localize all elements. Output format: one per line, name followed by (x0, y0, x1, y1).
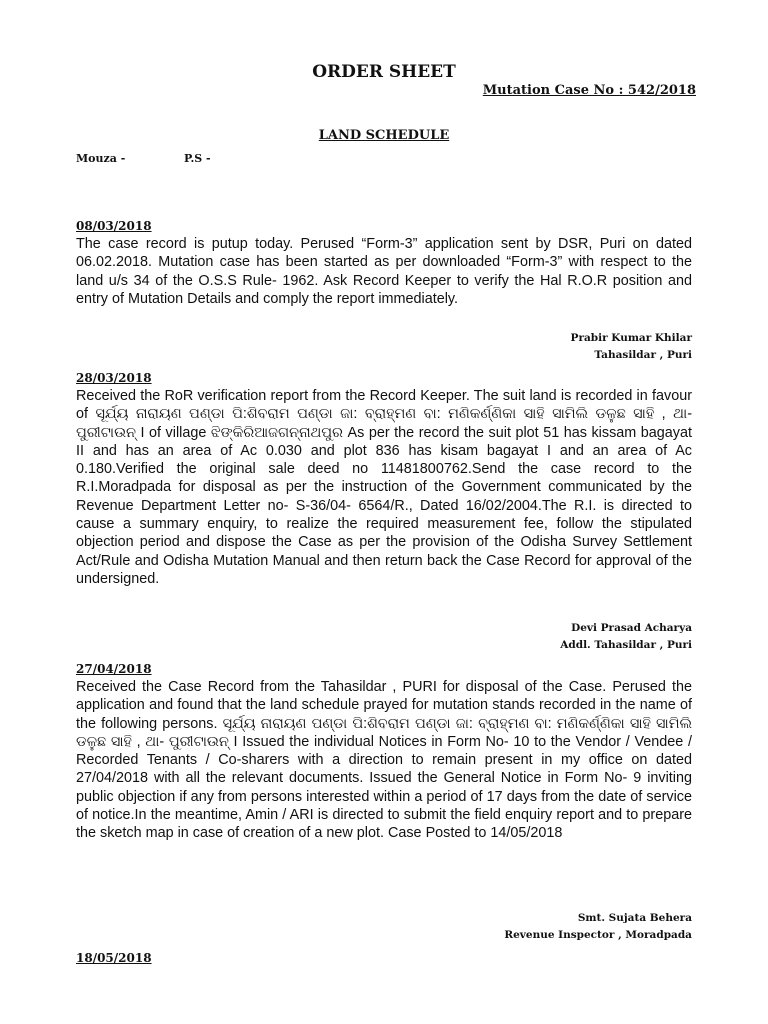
entry-text: Received the RoR verification report from the Record Keeper. The suit land is recorded in favour of ସୂର୍ଯ୍ୟ ନାରାୟଣ ପଣ୍ଡା ପି:ଶିବରାମ ପଣ୍ଡା ଜା: ବ୍ରାହ୍ମଣ ବା: ମଣିକର୍ଣ୍ଣିକା ସାହି ସାମିଲି ଡଳୁଛ ସାହି , ଥା- ପୁରୀଟାଉନ୍ I of village ଝିଙ୍କିରିଆଜଗନ୍ନାଥପୁର As per the record the suit plot 51 has kissam bagayat II and has an area of Ac 0.030 and plot 836 has kisam bagayat I and an area of Ac 0.180.Verified the original sale deed no 11481800762.Send the case record to the R.I.Moradpada for disposal as per the instruction of the Government communicated by the Revenue Department Letter no- S-36/04- 6564/R., Dated 16/02/2004.The R.I. is directed to cause a summary enquiry, to realize the required measurement fee, follow the stipulated objection period and dispose the Case as per the provision of the Odisha Survey Settlement Act/Rule and Odisha Mutation Manual and then return back the Case Record for approval of the undersigned. (76, 388, 692, 587)
signature-block (571, 330, 692, 364)
signatory-name: Prabir Kumar Khilar (570, 332, 692, 344)
signatory-title: Revenue Inspector , Moradpada (504, 929, 692, 941)
signatory-title: Addl. Tahasildar , Puri (560, 639, 692, 651)
signatory-name: Devi Prasad Acharya (571, 622, 692, 634)
signature-block (504, 910, 692, 944)
order-entry (76, 371, 692, 588)
signature-block (560, 620, 692, 654)
entry-date: 27/04/2018 (76, 662, 152, 676)
signatory-title: Tahasildar , Puri (594, 349, 692, 361)
ps-label: P.S - (184, 152, 211, 165)
entry-text: Received the Case Record from the Tahasildar , PURI for disposal of the Case. Perused the application and found that the land schedule prayed for mutation stands recorded in the name of the following persons. ସୂର୍ଯ୍ୟ ନାରାୟଣ ପଣ୍ଡା ପି:ଶିବରାମ ପଣ୍ଡା ଜା: ବ୍ରାହ୍ମଣ ବା: ମଣିକର୍ଣ୍ଣିକା ସାହି ସାମିଲି ଡଳୁଛ ସାହି , ଥା- ପୁରୀଟାଉନ୍ I Issued the individual Notices in Form No- 10 to the Vendor / Vendee / Recorded Tenants / Co-sharers with a direction to remain present in my office on dated 27/04/2018 with all the relevant documents. Issued the General Notice in Form No- 9 inviting public objection if any from persons interested within a period of 17 days from the date of service of notice.In the meantime, Amin / ARI is directed to submit the field enquiry report and to prepare the sketch map in case of creation of a new plot. Case Posted to 14/05/2018 (76, 679, 692, 842)
mutation-case-number: Mutation Case No : 542/2018 (482, 83, 696, 98)
entry-date: 08/03/2018 (76, 219, 152, 233)
entry-date: 28/03/2018 (76, 371, 152, 385)
entry-text: The case record is putup today. Perused “Form-3” application sent by DSR, Puri on dated 06.02.2018. Mutation case has been started as per downloaded “Form-3” with respect to the land u/s 34 of the O.S.S Rule- 1962. Ask Record Keeper to verify the Hal R.O.R position and entry of Mutation Details and comply the report immediately. (76, 236, 692, 307)
order-entry (76, 662, 692, 843)
order-entry (76, 219, 692, 308)
land-schedule-heading: LAND SCHEDULE (318, 128, 450, 143)
page-title: ORDER SHEET (312, 62, 456, 82)
mouza-label: Mouza - (76, 152, 126, 165)
order-entry (76, 951, 692, 967)
entry-date: 18/05/2018 (76, 951, 152, 965)
signatory-name: Smt. Sujata Behera (577, 912, 692, 924)
